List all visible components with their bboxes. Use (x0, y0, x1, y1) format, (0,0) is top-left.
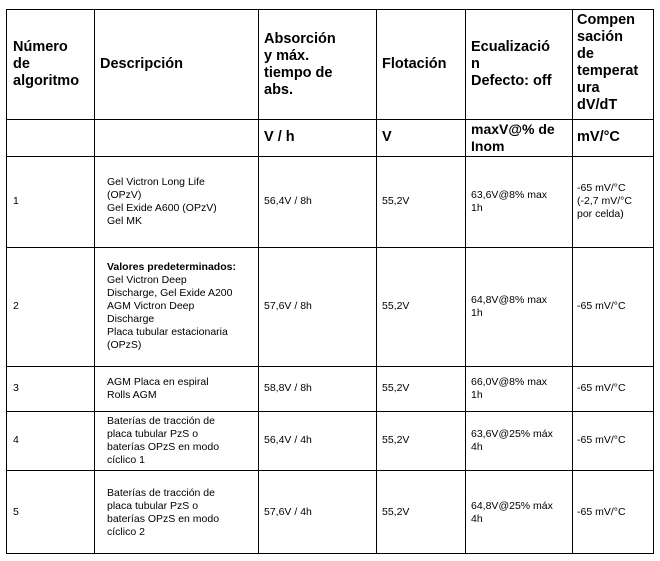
row-1-float: 55,2V (382, 195, 410, 207)
row-2-float: 55,2V (382, 300, 410, 312)
row-3-number: 3 (13, 382, 19, 394)
row-3-description: AGM Placa en espiral Rolls AGM (107, 375, 209, 401)
row-4-compensation: -65 mV/°C (577, 434, 626, 446)
row-5-compensation: -65 mV/°C (577, 506, 626, 518)
unit-absorption: V / h (264, 129, 295, 145)
row-4-number: 4 (13, 434, 19, 446)
row-4-description: Baterías de tracción de placa tubular PzS o baterías OPzS en modo cíclico 1 (107, 414, 220, 466)
header-absorption: Absorción y máx. tiempo de abs. (264, 30, 336, 98)
header-algorithm-number: Número de algoritmo (13, 39, 80, 89)
row-5-number: 5 (13, 506, 19, 518)
row-2-absorption: 57,6V / 8h (264, 300, 312, 312)
row-1-compensation: -65 mV/°C (-2,7 mV/°C por celda) (577, 182, 632, 220)
header-equalization: Ecualizació n Defecto: off (471, 39, 552, 89)
unit-equalization: maxV@% de Inom (471, 120, 555, 154)
row-4-equalization: 63,6V@25% máx 4h (471, 427, 553, 453)
row-4-absorption: 56,4V / 4h (264, 434, 312, 446)
header-description: Descripción (100, 56, 183, 72)
row-3-compensation: -65 mV/°C (577, 382, 626, 394)
row-2-description: Gel Victron Deep Discharge, Gel Exide A200 AGM Victron Deep Discharge Placa tubular estacionaria (OPzS) (107, 274, 233, 351)
row-2-description-default-label: Valores predeterminados: (107, 261, 236, 273)
battery-algorithm-table (6, 9, 654, 554)
row-1-equalization: 63,6V@8% max 1h (471, 188, 548, 214)
row-3-absorption: 58,8V / 8h (264, 382, 312, 394)
row-2-compensation: -65 mV/°C (577, 300, 626, 312)
row-5-description: Baterías de tracción de placa tubular PzS o baterías OPzS en modo cíclico 2 (107, 486, 220, 538)
header-float: Flotación (382, 56, 447, 72)
row-5-equalization: 64,8V@25% máx 4h (471, 499, 553, 525)
row-1-number: 1 (13, 195, 19, 207)
row-1-description: Gel Victron Long Life (OPzV) Gel Exide A600 (OPzV) Gel MK (107, 175, 217, 227)
row-1-absorption: 56,4V / 8h (264, 195, 312, 207)
unit-temperature-compensation: mV/°C (577, 129, 620, 145)
row-3-equalization: 66,0V@8% max 1h (471, 375, 548, 401)
header-temperature-compensation: Compen sación de temperat ura dV/dT (577, 11, 639, 113)
row-3-float: 55,2V (382, 382, 410, 394)
row-5-absorption: 57,6V / 4h (264, 506, 312, 518)
row-2-number: 2 (13, 300, 19, 312)
row-5-float: 55,2V (382, 506, 410, 518)
row-4-float: 55,2V (382, 434, 410, 446)
row-2-equalization: 64,8V@8% max 1h (471, 293, 548, 319)
unit-float: V (382, 129, 392, 145)
row-2-description-cell (94, 247, 258, 366)
